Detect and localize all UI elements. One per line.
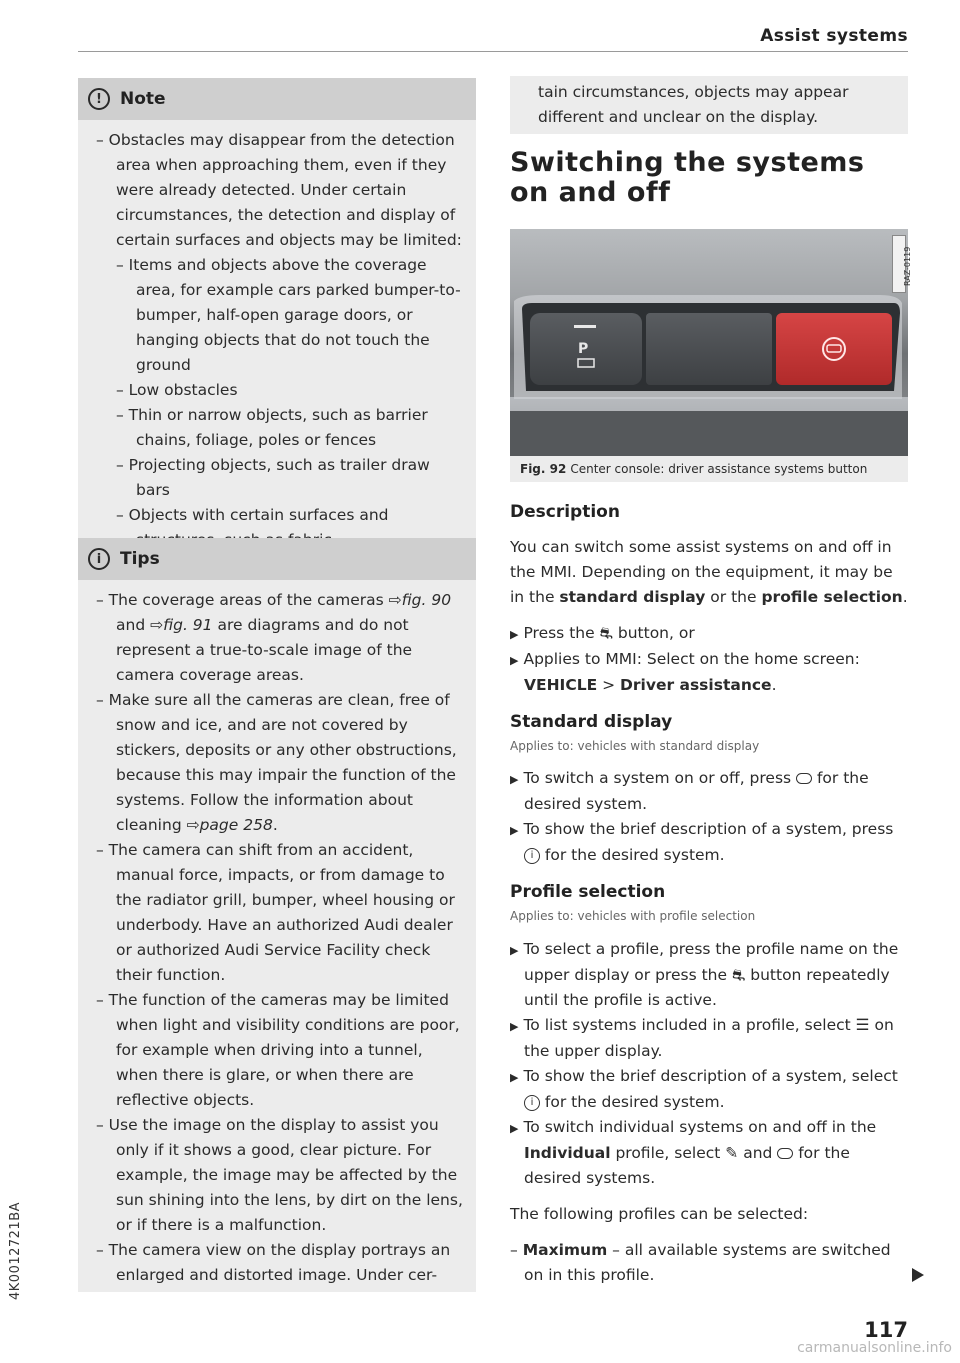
toggle-icon: [777, 1148, 793, 1159]
figure-code-box: [892, 235, 912, 293]
action-item: ▶ To select a profile, press the profile name on the upper display or press the ⛐ button repeatedly until the profile is active.: [510, 940, 899, 1009]
action-item: ▶ Press the ⛐ button, or: [510, 621, 908, 647]
action-item: ▶ To show the brief description of a system, select i for the desired system.: [510, 1067, 898, 1111]
tips-item: – The function of the cameras may be limited when light and visibility conditions are poor, for example when driving into a tunnel, when there is glare, or when there are reflective objects.: [96, 991, 460, 1109]
tips-item: – Make sure all the cameras are clean, free of snow and ice, and are not covered by stickers, deposits or any other obstructions, because this may impair the function of the systems. Follow the information about cleaning ⇨page 258.: [96, 691, 457, 834]
tips-item: – The coverage areas of the cameras ⇨fig. 90 and ⇨fig. 91 are diagrams and do not represent a true-to-scale image of the camera coverage areas.: [96, 591, 452, 684]
note-item: – Obstacles may disappear from the detection area when approaching them, even if they were already detected. Under certain circumstances, the detection and display of certain surfaces and objects may be limited: – Items and objects above the coverage area, for example cars parked bumper-to-bumper, half-open garage doors, or hanging objects that do not touch the ground – Low obstacles – Thin or narrow objects, such as barrier chains, foliage, poles or fences – Projecting objects, such as trailer draw bars – Objects with certain surfaces and: [96, 128, 466, 553]
toggle-icon: [796, 773, 812, 784]
list-icon: ☰: [855, 1016, 870, 1034]
tips-body: [78, 580, 476, 1292]
note-title: Note: [120, 89, 166, 109]
exclamation-icon: !: [88, 88, 110, 110]
note-box: [78, 78, 476, 557]
description-text: You can switch some assist systems on and off in the MMI. Depending on the equipment, it may be in the standard display or the profile selection.: [510, 538, 908, 606]
figure-label: Fig. 92: [520, 462, 567, 476]
note-subitem: – Items and objects above the coverage area, for example cars parked bumper-to-bumper, half-open garage doors, or hanging objects that do not touch the ground: [116, 256, 461, 374]
park-icon: P: [578, 341, 589, 357]
figure-92: [510, 229, 912, 482]
note-body: [78, 120, 476, 557]
action-item: ▶ To list systems included in a profile, select ☰ on the upper display.: [510, 1013, 908, 1064]
action-item: ▶ To show the brief description of a system, press i for the desired system.: [510, 820, 894, 864]
console-photo: [510, 229, 912, 456]
ref-arrow-icon: ⇨: [150, 616, 164, 634]
action-item: ▶ To switch a system on or off, press for the desired system.: [510, 769, 869, 813]
driver-assist-button: [776, 313, 892, 385]
standard-display-heading: Standard display: [510, 712, 673, 732]
blank-button: [646, 313, 772, 385]
section-heading: Switching the systems on and off: [510, 147, 865, 208]
action-item: ▶ Applies to MMI: Select on the home screen: VEHICLE > Driver assistance.: [510, 650, 860, 694]
ref-arrow-icon: ⇨: [186, 816, 200, 834]
description-actions: [510, 621, 908, 698]
figure-ref-link[interactable]: fig. 90: [401, 591, 452, 609]
driver-assist-button-icon: ⛐: [731, 966, 746, 984]
standard-display-applies: Applies to: vehicles with standard display: [510, 739, 760, 753]
profile-selection-actions: [510, 937, 908, 1191]
document-code: 4K0012721BA: [8, 1201, 23, 1300]
next-page-arrow-icon: [912, 1268, 924, 1282]
info-icon: i: [524, 848, 540, 864]
note-subitem: – Thin or narrow objects, such as barrier chains, foliage, poles or fences: [116, 406, 428, 449]
profile-selection-heading: Profile selection: [510, 882, 666, 902]
tips-header: [78, 538, 476, 580]
note-subitem: – Low obstacles: [116, 381, 238, 399]
note-subitem: – Objects with certain surfaces and: [116, 506, 389, 524]
continued-text: tain circumstances, objects may appear different and unclear on the display.: [538, 83, 849, 126]
driver-assist-button-icon: ⛐: [599, 624, 613, 642]
edit-icon: ✎: [725, 1144, 739, 1162]
page-number: 117: [864, 1318, 908, 1342]
header-rule: [78, 51, 908, 52]
tips-item: – Use the image on the display to assist you only if it shows a good, clear picture. For example, the image may be affected by the sun shining into the lens, by dirt on the lens, or if there is a malfunction.: [96, 1116, 463, 1234]
info-icon: i: [524, 1095, 540, 1111]
note-sublist: [116, 253, 466, 553]
action-item: ▶ To switch individual systems on and off in the Individual profile, select ✎ and for the desired systems.: [510, 1118, 877, 1187]
maximum-item: – Maximum – all available systems are switched on in this profile.: [510, 1241, 891, 1284]
info-icon: i: [88, 548, 110, 570]
following-text: The following profiles can be selected:: [510, 1205, 809, 1223]
page-ref-link[interactable]: page 258: [199, 816, 273, 834]
note-header: [78, 78, 476, 120]
continued-box: [510, 76, 908, 134]
standard-display-actions: [510, 766, 908, 868]
section-title: Assist systems: [760, 26, 908, 46]
profile-selection-applies: Applies to: vehicles with profile selection: [510, 909, 756, 923]
tips-box: [78, 538, 476, 1292]
figure-code: RAZ-0119: [903, 246, 912, 286]
ref-arrow-icon: ⇨: [388, 591, 402, 609]
tips-item: – The camera view on the display portrays an enlarged and distorted image. Under cer-: [96, 1241, 451, 1284]
tips-item: – The camera can shift from an accident, manual force, impacts, or from damage to the radiator grill, bumper, wheel housing or underbody. Have an authorized Audi dealer or authorized Audi Service Facility check their function.: [96, 841, 455, 984]
figure-ref-link[interactable]: fig. 91: [163, 616, 213, 634]
figure-caption: Fig. 92 Center console: driver assistance systems button: [510, 456, 908, 482]
description-heading: Description: [510, 502, 620, 522]
watermark: carmanualsonline.info: [797, 1340, 952, 1356]
note-subitem: – Projecting objects, such as trailer draw bars: [116, 456, 430, 499]
tips-title: Tips: [120, 549, 160, 569]
center-console-illustration: [510, 229, 908, 456]
